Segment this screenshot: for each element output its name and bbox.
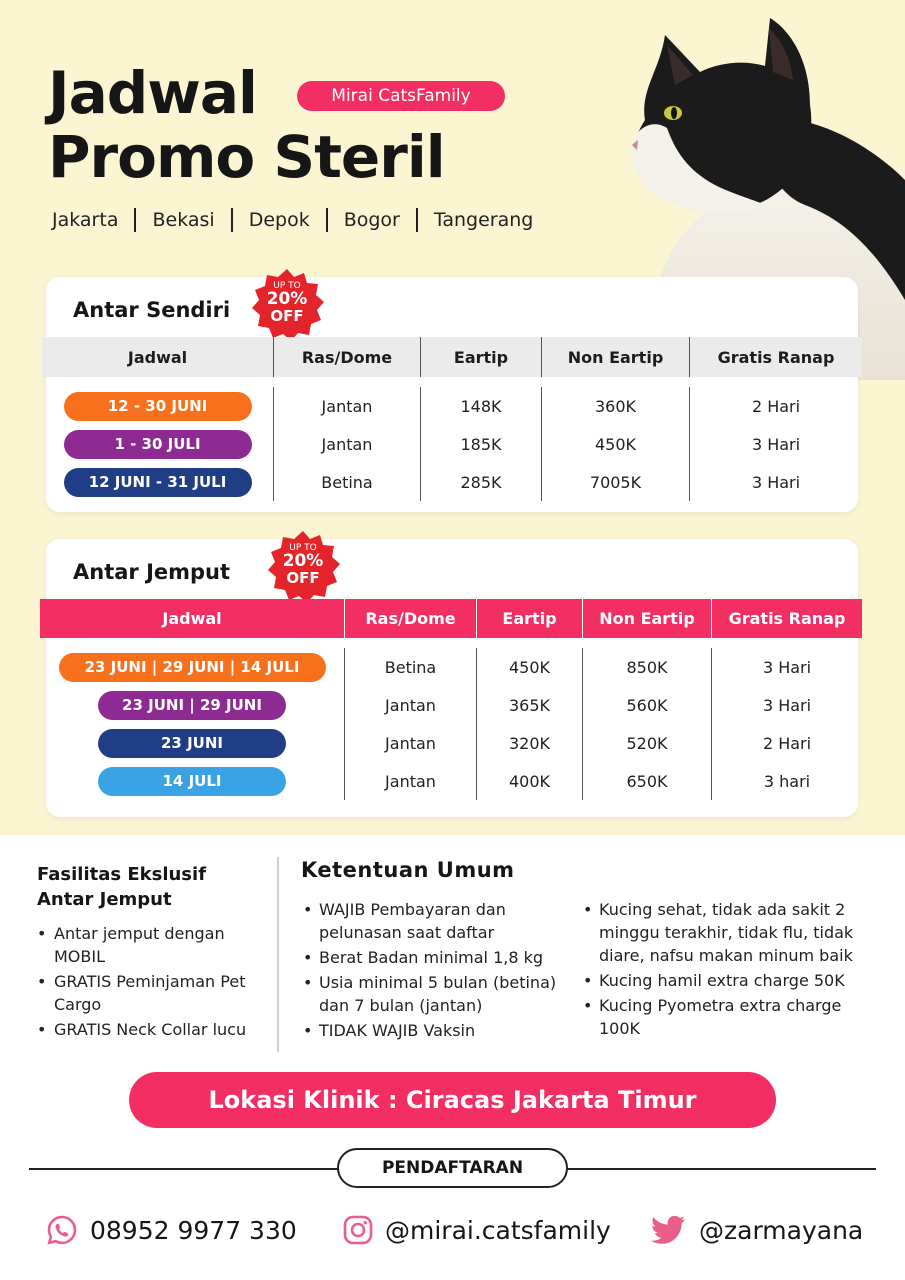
- column-header: Gratis Ranap: [711, 599, 862, 638]
- contact-twitter[interactable]: [651, 1210, 863, 1250]
- ras-cell: Jantan: [273, 425, 420, 463]
- jadwal-cell: [42, 463, 273, 501]
- ras-cell: Betina: [344, 648, 476, 686]
- antar-jemput-table-header: [40, 599, 862, 638]
- non-eartip-cell: 650K: [582, 762, 711, 800]
- antar-sendiri-table-header: [42, 337, 862, 377]
- ranap-cell: 3 Hari: [711, 686, 862, 724]
- ras-cell: Betina: [273, 463, 420, 501]
- brand-badge: Mirai CatsFamily: [297, 81, 505, 111]
- contact-text: @mirai.catsfamily: [385, 1215, 611, 1245]
- fasilitas-list: [37, 922, 277, 1041]
- instagram-icon: [343, 1215, 373, 1245]
- antar-sendiri-card: [46, 277, 858, 512]
- non-eartip-cell: 560K: [582, 686, 711, 724]
- contact-text: 08952 9977 330: [90, 1215, 297, 1245]
- antar-sendiri-table-body: [42, 377, 862, 503]
- list-item: • TIDAK WAJIB Vaksin: [301, 1019, 571, 1042]
- table-row: [40, 762, 862, 800]
- contact-whatsapp[interactable]: [46, 1210, 297, 1250]
- antar-jemput-title: Antar Jemput: [73, 560, 231, 584]
- table-row: [42, 387, 862, 425]
- ranap-cell: 2 Hari: [689, 387, 862, 425]
- city-item: Jakarta: [52, 209, 119, 231]
- eartip-cell: 320K: [476, 724, 582, 762]
- section-divider: [277, 857, 279, 1052]
- fasilitas-title-line-2: Antar Jemput: [37, 889, 172, 910]
- divider-line: [29, 1168, 339, 1170]
- date-pill: 1 - 30 JULI: [64, 430, 252, 459]
- title-line-1: Jadwal: [48, 59, 257, 127]
- list-item: • GRATIS Peminjaman Pet Cargo: [37, 970, 277, 1016]
- date-pill: 12 JUNI - 31 JULI: [64, 468, 252, 497]
- non-eartip-cell: 850K: [582, 648, 711, 686]
- jadwal-cell: [40, 762, 344, 800]
- jadwal-cell: [42, 425, 273, 463]
- burst-percent: 20%: [266, 289, 308, 309]
- list-item: • Usia minimal 5 bulan (betina) dan 7 bulan (jantan): [301, 971, 571, 1017]
- non-eartip-cell: 7005K: [541, 463, 689, 501]
- city-item: Bogor: [343, 209, 400, 231]
- antar-jemput-card: [46, 539, 858, 817]
- eartip-cell: 400K: [476, 762, 582, 800]
- city-item: Depok: [248, 209, 310, 231]
- contact-instagram[interactable]: [343, 1210, 611, 1250]
- table-row: [40, 724, 862, 762]
- jadwal-cell: [40, 686, 344, 724]
- city-separator: [134, 208, 136, 232]
- burst-off: OFF: [270, 307, 304, 325]
- column-header: Gratis Ranap: [689, 337, 862, 377]
- date-pill: 14 JULI: [98, 767, 286, 796]
- ranap-cell: 2 Hari: [711, 724, 862, 762]
- ras-cell: Jantan: [344, 762, 476, 800]
- fasilitas-section: [37, 862, 277, 1043]
- date-pill: 23 JUNI | 29 JUNI | 14 JULI: [59, 653, 326, 682]
- column-header: Jadwal: [127, 347, 188, 367]
- list-item: • Kucing hamil extra charge 50K: [581, 969, 871, 992]
- burst-off: OFF: [286, 569, 320, 587]
- list-item: • Kucing Pyometra extra charge 100K: [581, 994, 871, 1040]
- column-header: Eartip: [476, 599, 582, 638]
- city-item: Bekasi: [152, 209, 215, 231]
- table-row: [40, 648, 862, 686]
- table-row: [40, 686, 862, 724]
- city-item: Tangerang: [433, 209, 534, 231]
- title-line-2: Promo Steril: [48, 123, 445, 191]
- burst-up-to: UP TO: [273, 281, 301, 291]
- burst-up-to: UP TO: [289, 543, 317, 553]
- discount-burst-badge: [250, 267, 324, 341]
- non-eartip-cell: 520K: [582, 724, 711, 762]
- eartip-cell: 285K: [420, 463, 541, 501]
- list-item: • Kucing sehat, tidak ada sakit 2 minggu terakhir, tidak flu, tidak diare, nafsu makan minum baik: [581, 898, 871, 967]
- jadwal-cell: [40, 648, 344, 686]
- city-separator: [326, 208, 328, 232]
- list-item: • Antar jemput dengan MOBIL: [37, 922, 277, 968]
- ranap-cell: 3 Hari: [689, 463, 862, 501]
- non-eartip-cell: 450K: [541, 425, 689, 463]
- ketentuan-title: Ketentuan Umum: [301, 858, 515, 882]
- date-pill: 23 JUNI: [98, 729, 286, 758]
- fasilitas-title-line-1: Fasilitas Ekslusif: [37, 864, 207, 885]
- antar-sendiri-title: Antar Sendiri: [73, 298, 231, 322]
- date-pill: 23 JUNI | 29 JUNI: [98, 691, 286, 720]
- ras-cell: Jantan: [344, 686, 476, 724]
- burst-percent: 20%: [282, 551, 324, 571]
- ketentuan-list-left: [301, 898, 571, 1044]
- date-pill: 12 - 30 JUNI: [64, 392, 252, 421]
- divider-line: [566, 1168, 876, 1170]
- jadwal-cell: [40, 724, 344, 762]
- table-row: [42, 425, 862, 463]
- ketentuan-list-right: [581, 898, 871, 1042]
- city-list: [52, 208, 533, 232]
- antar-jemput-table-body: [40, 638, 862, 798]
- jadwal-cell: [42, 387, 273, 425]
- twitter-icon: [651, 1215, 687, 1245]
- eartip-cell: 148K: [420, 387, 541, 425]
- pendaftaran-label: PENDAFTARAN: [337, 1148, 568, 1188]
- eartip-cell: 365K: [476, 686, 582, 724]
- discount-burst-badge: [266, 529, 340, 603]
- column-header: Jadwal: [162, 609, 222, 628]
- column-header: Ras/Dome: [273, 337, 420, 377]
- city-separator: [231, 208, 233, 232]
- column-header: Non Eartip: [582, 599, 711, 638]
- column-header: Ras/Dome: [344, 599, 476, 638]
- table-row: [42, 463, 862, 501]
- list-item: • Berat Badan minimal 1,8 kg: [301, 946, 571, 969]
- column-header: Eartip: [420, 337, 541, 377]
- lokasi-banner: Lokasi Klinik : Ciracas Jakarta Timur: [129, 1072, 776, 1128]
- city-separator: [416, 208, 418, 232]
- column-header: Non Eartip: [541, 337, 689, 377]
- eartip-cell: 450K: [476, 648, 582, 686]
- ras-cell: Jantan: [344, 724, 476, 762]
- ranap-cell: 3 hari: [711, 762, 862, 800]
- contact-text: @zarmayana: [699, 1215, 864, 1245]
- ranap-cell: 3 Hari: [689, 425, 862, 463]
- whatsapp-icon: [46, 1214, 78, 1246]
- list-item: • WAJIB Pembayaran dan pelunasan saat daftar: [301, 898, 571, 944]
- ras-cell: Jantan: [273, 387, 420, 425]
- non-eartip-cell: 360K: [541, 387, 689, 425]
- ranap-cell: 3 Hari: [711, 648, 862, 686]
- list-item: • GRATIS Neck Collar lucu: [37, 1018, 277, 1041]
- eartip-cell: 185K: [420, 425, 541, 463]
